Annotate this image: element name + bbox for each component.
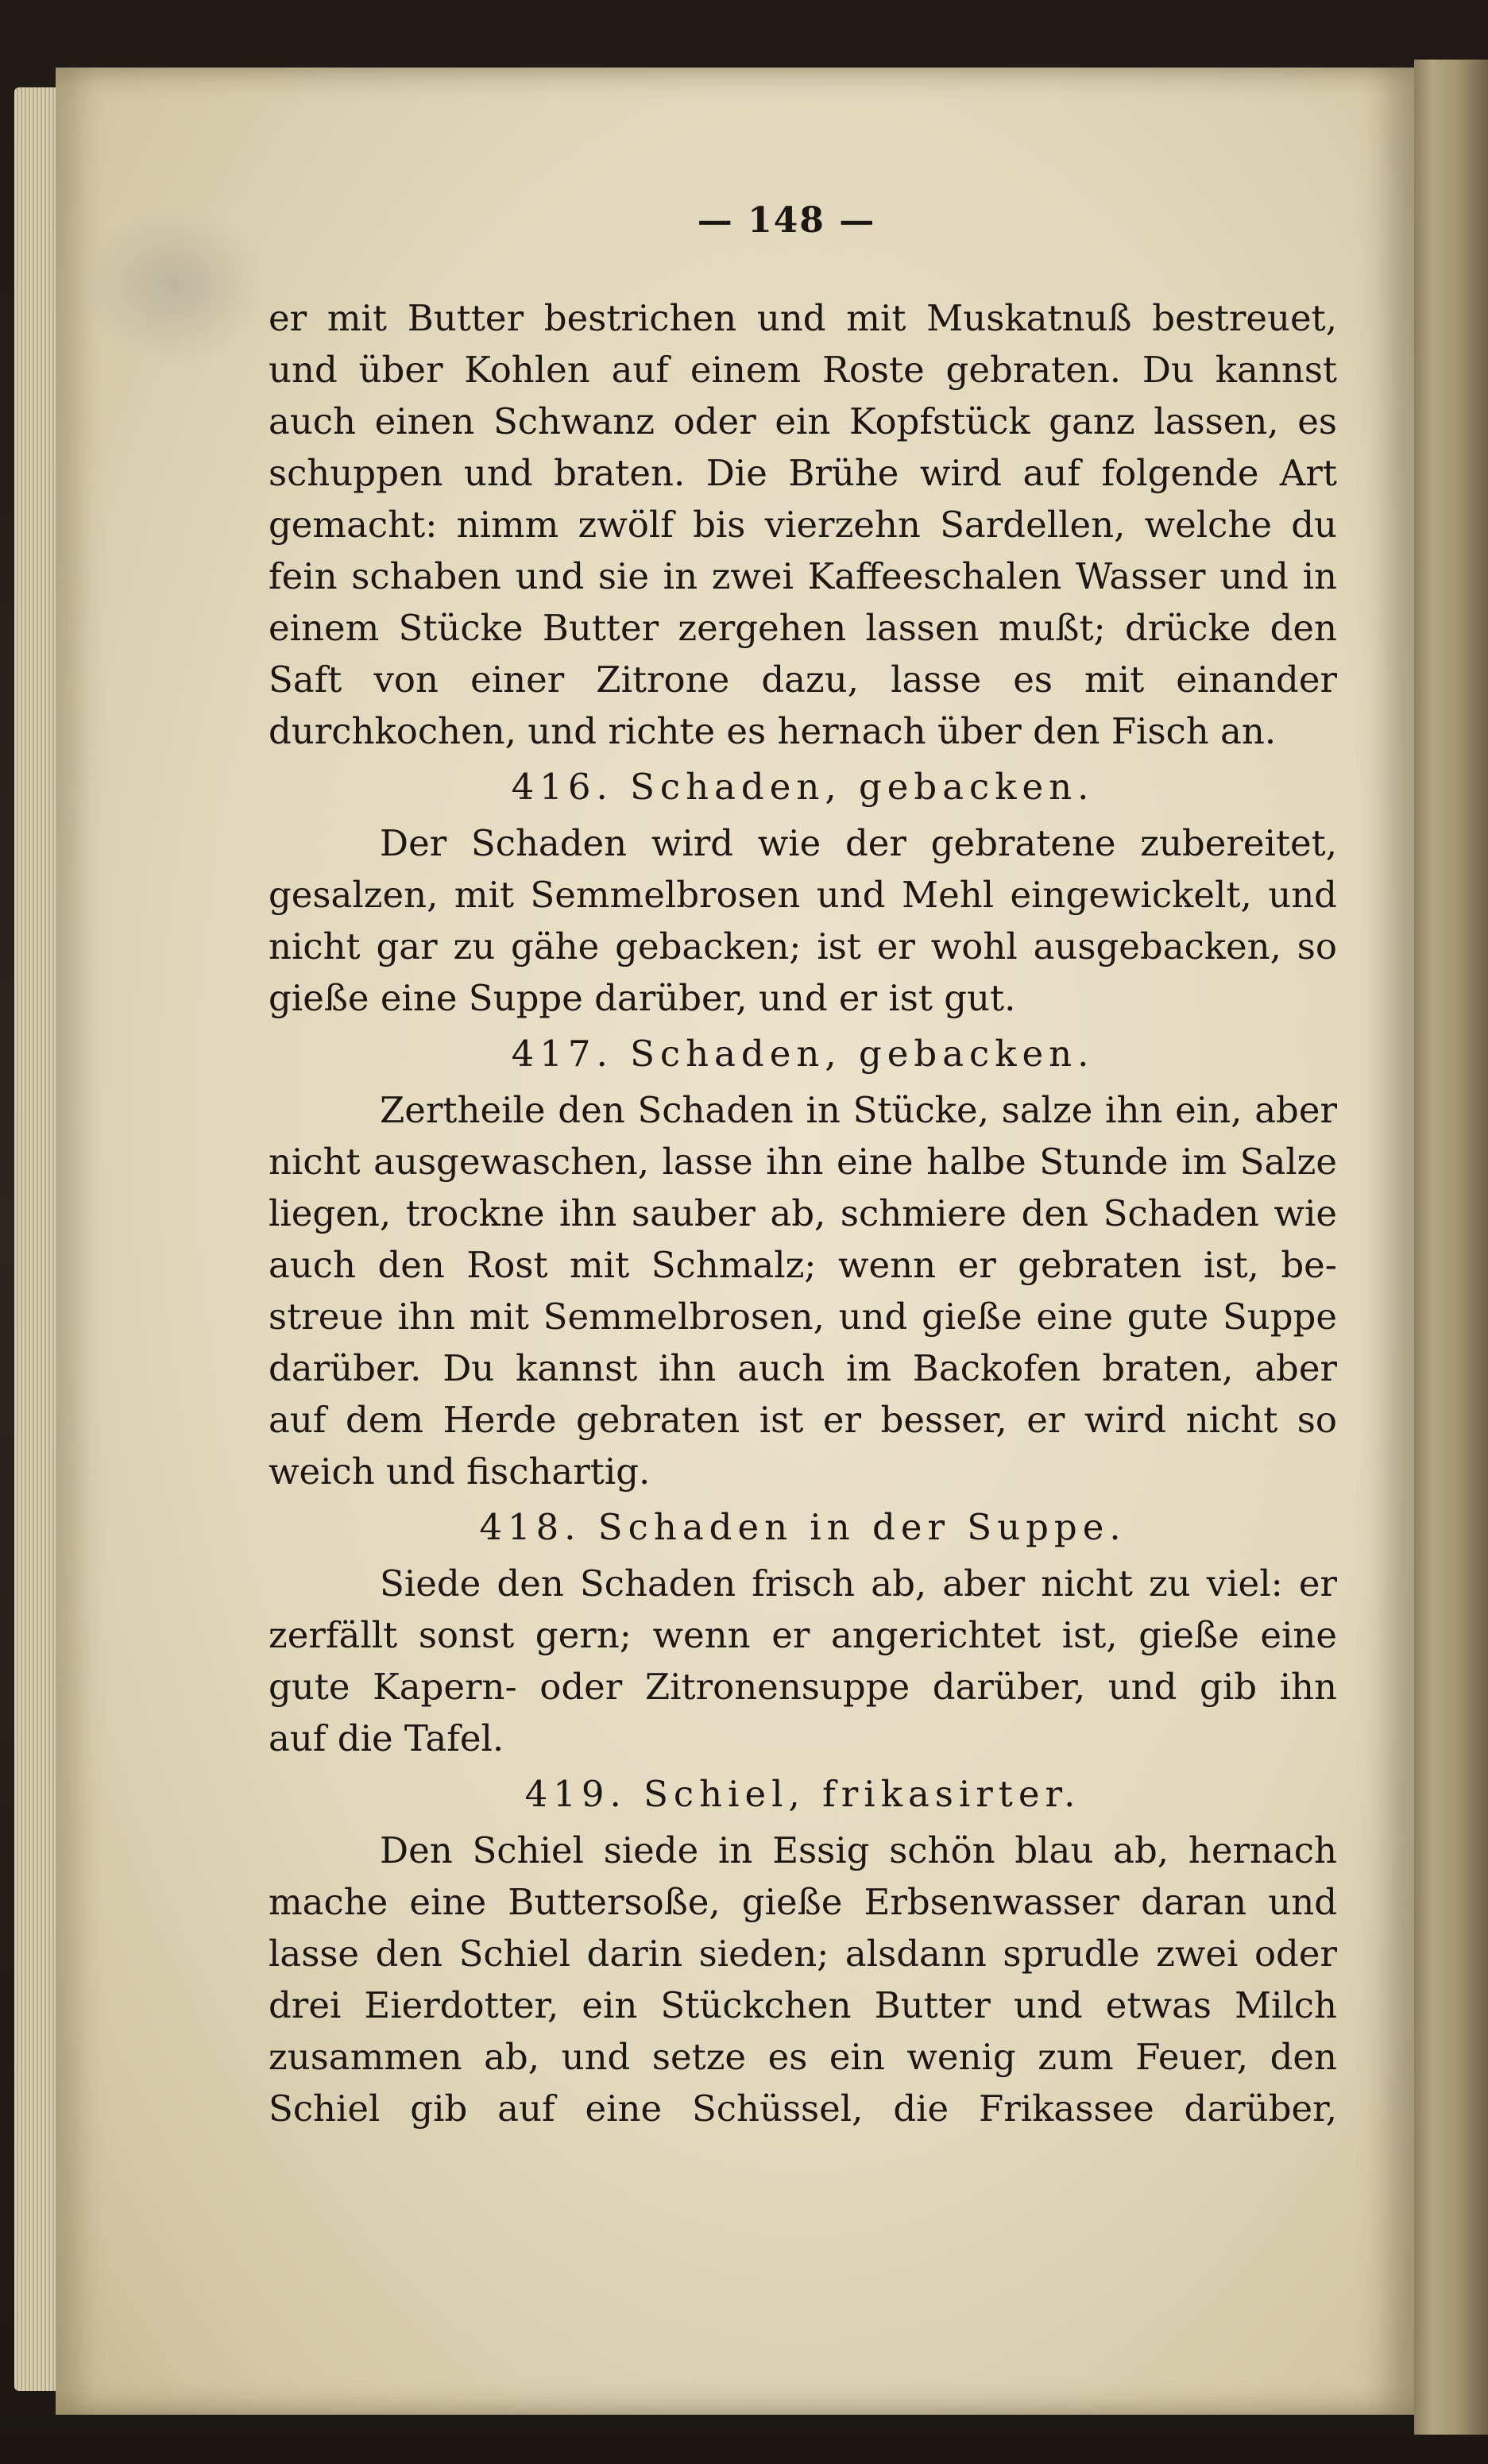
paragraph-continued <box>269 292 1337 757</box>
text-line: durchkochen, und richte es hernach über den Fisch an. <box>269 710 1277 752</box>
text-line: lasse den Schiel darin sieden; alsdann sprudle zwei oder <box>269 1933 1337 1975</box>
text-line: Siede den Schaden frisch ab, aber nicht zu viel: er <box>380 1562 1337 1605</box>
text-line: einem Stücke Butter zergehen lassen mußt; drücke den <box>269 607 1337 649</box>
recipe-416 <box>269 757 1337 1024</box>
recipe-heading: 417. Schaden, gebacken. <box>511 1033 1095 1075</box>
text-line: zerfällt sonst gern; wenn er angerichtet ist, gieße eine <box>269 1614 1337 1656</box>
text-line: Der Schaden wird wie der gebratene zubereitet, <box>380 822 1337 864</box>
text-line: gute Kapern- oder Zitronensuppe darüber, und gib ihn <box>269 1666 1337 1708</box>
text-line: Den Schiel siede in Essig schön blau ab, hernach <box>380 1829 1337 1871</box>
paper-stain <box>83 207 266 365</box>
text-line: und über Kohlen auf einem Roste gebraten. Du kannst <box>269 349 1337 391</box>
text-line: fein schaben und sie in zwei Kaffeeschalen Wasser und in <box>269 555 1337 597</box>
text-line: nicht gar zu gähe gebacken; ist er wohl ausgebacken, so <box>269 925 1337 967</box>
text-line: Saft von einer Zitrone dazu, lasse es mit einander <box>269 658 1337 701</box>
text-line: nicht ausgewaschen, lasse ihn eine halbe Stunde im Salze <box>269 1141 1337 1183</box>
text-line: liegen, trockne ihn sauber ab, schmiere den Schaden wie <box>269 1192 1337 1234</box>
page-text <box>269 199 1337 2134</box>
text-line: gemacht: nimm zwölf bis vierzehn Sardellen, welche du <box>269 504 1337 546</box>
recipe-heading: 419. Schiel, frikasirter. <box>524 1773 1081 1815</box>
text-line: drei Eierdotter, ein Stückchen Butter und etwas Milch <box>269 1984 1337 2026</box>
text-line: mache eine Buttersoße, gieße Erbsenwasser daran und <box>269 1881 1337 1923</box>
text-line: streue ihn mit Semmelbrosen, und gieße eine gute Suppe <box>269 1296 1337 1338</box>
page-edge-right <box>1414 60 1488 2435</box>
text-line: gieße eine Suppe darüber, und er ist gut. <box>269 977 1016 1019</box>
recipe-heading: 418. Schaden in der Suppe. <box>479 1506 1127 1548</box>
text-line: auf die Tafel. <box>269 1717 504 1759</box>
text-line: er mit Butter bestrichen und mit Muskatnuß bestreuet, <box>269 297 1337 339</box>
text-line: auch einen Schwanz oder ein Kopfstück ganz lassen, es <box>269 400 1337 442</box>
recipe-417 <box>269 1024 1337 1497</box>
text-line: zusammen ab, und setze es ein wenig zum Feuer, den <box>269 2036 1337 2078</box>
page-number: — 148 — <box>697 200 876 241</box>
text-line: Schiel gib auf eine Schüssel, die Frikassee darüber, <box>269 2087 1337 2130</box>
recipe-419 <box>269 1764 1337 2134</box>
text-line: auch den Rost mit Schmalz; wenn er gebraten ist, be- <box>269 1244 1337 1286</box>
text-line: darüber. Du kannst ihn auch im Backofen braten, aber <box>269 1347 1337 1389</box>
text-line: weich und fischartig. <box>269 1450 651 1493</box>
text-line: schuppen und braten. Die Brühe wird auf folgende Art <box>269 452 1337 494</box>
text-line: auf dem Herde gebraten ist er besser, er wird nicht so <box>269 1399 1337 1441</box>
recipe-418 <box>269 1497 1337 1764</box>
text-line: gesalzen, mit Semmelbrosen und Mehl eingewickelt, und <box>269 874 1337 916</box>
recipe-heading: 416. Schaden, gebacken. <box>511 766 1095 808</box>
text-line: Zertheile den Schaden in Stücke, salze ihn ein, aber <box>380 1089 1337 1131</box>
